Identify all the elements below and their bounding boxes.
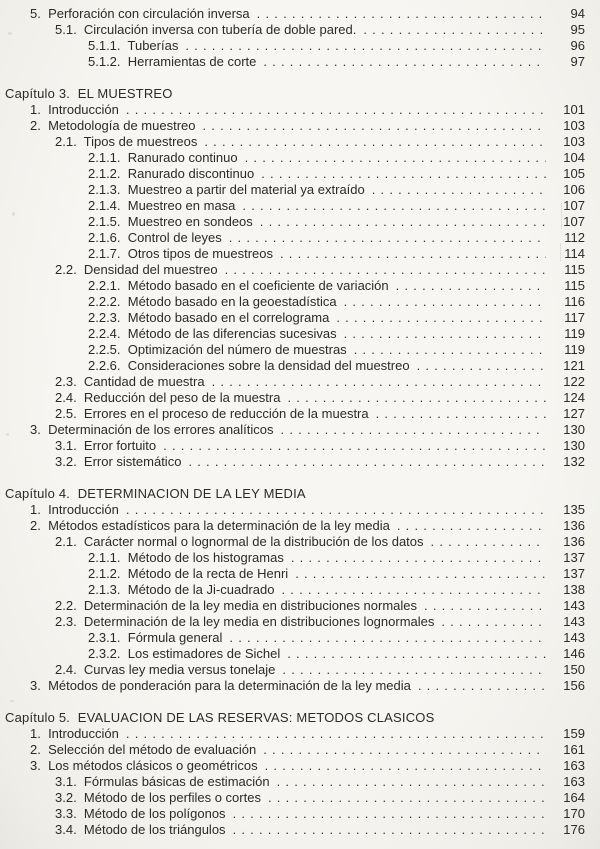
toc-entry-page: 107 [563,198,585,213]
toc-entry-label: 2.2.5. Optimización del número de muestras [88,342,347,357]
toc-entry-page: 163 [563,774,585,789]
toc-entry-label: 5. Perforación con circulación inversa [30,6,250,21]
toc-entry-page: 117 [564,310,585,325]
dot-leader [229,630,546,646]
dot-leader [245,150,546,166]
toc-entry-label: 2.4. Reducción del peso de la muestra [55,390,281,405]
dot-leader [344,326,546,342]
toc-entry [0,54,585,70]
toc-entry [0,262,585,278]
toc-entry [0,678,585,694]
dot-leader [417,358,546,374]
toc-entry-page: 94 [570,6,585,21]
toc-entry [0,278,585,294]
dot-leader [233,806,546,822]
dot-leader [204,134,546,150]
toc-entry-label: 2.2.2. Método basado en la geoestadística [88,294,337,309]
dot-leader [354,342,546,358]
dot-leader [260,214,546,230]
toc-entry-label: 2.2. Determinación de la ley media en distribuciones normales [55,598,418,613]
toc-entry-page: 115 [564,262,585,277]
toc-entry [0,502,585,518]
dot-leader [441,614,546,630]
toc-entry [0,422,585,438]
toc-entry-page: 143 [563,598,585,613]
toc-entry [0,822,585,838]
toc-entry-page: 136 [563,534,585,549]
chapter-heading: Capítulo 5. EVALUACION DE LAS RESERVAS: METODOS CLASICOS [5,710,435,725]
dot-leader [363,22,546,38]
toc-entry [0,534,585,550]
toc-entry-page: 137 [563,550,585,565]
toc-entry-label: 2.3. Determinación de la ley media en distribuciones lognormales [55,614,435,629]
toc-entry-page: 122 [563,374,585,389]
dot-leader [280,246,546,262]
toc-entry-label: 2.3.2. Los estimadores de Sichel [88,646,281,661]
dot-leader [163,438,546,454]
toc-entry-label: 2.1.6. Control de leyes [88,230,222,245]
toc-entry [0,390,585,406]
dot-leader [281,582,546,598]
toc-entry-label: 2.1.3. Muestreo a partir del material ya extraído [88,182,365,197]
dot-leader [185,38,546,54]
toc-entry [0,150,585,166]
toc-entry [0,406,585,422]
toc-entry [0,102,585,118]
toc-entry-label: 3. Los métodos clásicos o geométricos [30,758,258,773]
toc-entry [0,774,585,790]
toc-entry [0,38,585,54]
dot-leader [372,182,546,198]
dot-leader [265,758,546,774]
toc-entry [0,6,585,22]
dot-leader [344,294,546,310]
toc-entry-page: 163 [563,758,585,773]
toc-entry-label: 2.5. Errores en el proceso de reducción de la muestra [55,406,369,421]
toc-entry-page: 115 [564,278,585,293]
toc-entry-label: 2. Selección del método de evaluación [30,742,257,757]
dot-leader [263,742,546,758]
toc-entry [0,342,585,358]
dot-leader [287,646,546,662]
toc-entry [0,358,585,374]
toc-entry [0,758,585,774]
toc-entry-page: 119 [564,342,585,357]
toc-entry [0,454,585,470]
toc-entry-label: 3.3. Método de los polígonos [55,806,226,821]
toc-entry [0,646,585,662]
toc-section [0,6,585,70]
dot-leader [282,662,546,678]
toc-entry [0,806,585,822]
toc-entry-label: 3.1. Fórmulas básicas de estimación [55,774,270,789]
toc-entry-label: 2.1.1. Método de los histogramas [88,550,284,565]
dot-leader [418,678,546,694]
dot-leader [233,822,546,838]
toc-entry-page: 136 [563,518,585,533]
toc-entry-page: 135 [563,502,585,517]
toc-entry [0,166,585,182]
chapter-heading: Capítulo 3. EL MUESTREO [5,86,173,101]
toc-entry [0,566,585,582]
dot-leader [424,598,546,614]
toc-entry-page: 106 [563,182,585,197]
toc-entry-label: 2.4. Curvas ley media versus tonelaje [55,662,276,677]
toc-entry-label: 2.3. Cantidad de muestra [55,374,205,389]
toc-entry-page: 176 [563,822,585,837]
toc-entry [0,582,585,598]
toc-entry-page: 112 [564,230,585,245]
chapter-heading: Capítulo 4. DETERMINACION DE LA LEY MEDIA [5,486,306,501]
toc-entry [0,134,585,150]
dot-leader [257,6,546,22]
dot-leader [188,454,546,470]
toc-entry-page: 150 [563,662,585,677]
dot-leader [295,566,546,582]
dot-leader [397,518,546,534]
toc-entry-page: 146 [563,646,585,661]
dot-leader [225,262,546,278]
dot-leader [431,534,546,550]
toc-entry-page: 130 [563,422,585,437]
toc-entry-page: 103 [563,134,585,149]
toc-entry [0,614,585,630]
dot-leader [263,54,546,70]
toc-entry-page: 161 [563,742,585,757]
toc-entry-page: 143 [563,614,585,629]
toc-entry [0,22,585,38]
toc-entry [0,246,585,262]
toc-entry-page: 95 [570,22,585,37]
toc-entry [0,662,585,678]
toc-entry-label: 2.1.7. Otros tipos de muestreos [88,246,273,261]
toc-entry [0,326,585,342]
toc-entry-label: 5.1. Circulación inversa con tubería de doble pared. [55,22,357,37]
toc-entry [0,374,585,390]
toc-entry-label: 3. Determinación de los errores analíticos [30,422,274,437]
toc-entry-page: 116 [564,294,585,309]
toc-entry [0,598,585,614]
toc-entry-page: 170 [563,806,585,821]
toc-section [0,710,585,838]
toc-entry-page: 138 [563,582,585,597]
dot-leader [212,374,546,390]
toc-entry-page: 132 [563,454,585,469]
dot-leader [336,310,546,326]
toc-entry-label: 2.2. Densidad del muestreo [55,262,218,277]
toc-entry [0,214,585,230]
toc-entry [0,726,585,742]
toc-entry-page: 105 [563,166,585,181]
dot-leader [287,390,546,406]
toc-section [0,486,585,694]
toc-entry-page: 121 [563,358,585,373]
toc-entry-page: 124 [563,390,585,405]
toc-entry [0,790,585,806]
dot-leader [242,198,546,214]
toc-entry-label: 2.2.4. Método de las diferencias sucesivas [88,326,337,341]
toc-section [0,86,585,470]
toc-entry-page: 164 [563,790,585,805]
toc-entry-label: 2.2.3. Método basado en el correlograma [88,310,330,325]
toc-entry [0,550,585,566]
toc-entry-label: 2.1.3. Método de la Ji-cuadrado [88,582,275,597]
toc-entry-page: 159 [563,726,585,741]
toc-entry-label: 2.2.6. Consideraciones sobre la densidad del muestreo [88,358,410,373]
dot-leader [281,422,546,438]
toc-entry [0,438,585,454]
toc-entry-label: 3. Métodos de ponderación para la determinación de la ley media [30,678,411,693]
toc-entry-label: 2.1.5. Muestreo en sondeos [88,214,253,229]
toc-entry-label: 2.1. Carácter normal o lognormal de la distribución de los datos [55,534,424,549]
toc-entry-label: 1. Introducción [30,102,119,117]
dot-leader [126,102,546,118]
toc-entry [0,518,585,534]
toc-entry-label: 3.1. Error fortuito [55,438,157,453]
dot-leader [229,230,546,246]
toc-entry-page: 156 [563,678,585,693]
toc-entry-page: 104 [563,150,585,165]
toc-entry-label: 2.1. Tipos de muestreos [55,134,198,149]
toc-entry-page: 101 [563,102,585,117]
toc-entry [0,118,585,134]
toc-entry-label: 2.1.1. Ranurado continuo [88,150,238,165]
toc-entry-label: 3.2. Error sistemático [55,454,182,469]
toc-entry-page: 130 [563,438,585,453]
toc-entry-label: 2.1.2. Ranurado discontinuo [88,166,255,181]
toc-entry-page: 127 [563,406,585,421]
toc-entry [0,198,585,214]
dot-leader [261,166,546,182]
toc-entry-label: 3.4. Método de los triángulos [55,822,226,837]
dot-leader [376,406,546,422]
toc-entry-label: 5.1.2. Herramientas de corte [88,54,257,69]
toc-entry-label: 5.1.1. Tuberías [88,38,179,53]
dot-leader [291,550,546,566]
toc-entry-page: 143 [563,630,585,645]
dot-leader [268,790,546,806]
toc-entry [0,230,585,246]
toc-entry-page: 96 [570,38,585,53]
toc-entry-label: 2. Métodos estadísticos para la determinación de la ley media [30,518,390,533]
toc-entry-page: 119 [564,326,585,341]
toc-entry-label: 2. Metodología de muestreo [30,118,196,133]
dot-leader [396,278,546,294]
toc-entry-label: 2.1.4. Muestreo en masa [88,198,236,213]
toc-entry [0,294,585,310]
toc-entry-page: 114 [564,246,585,261]
toc-entry-label: 2.1.2. Método de la recta de Henri [88,566,289,581]
toc-entry [0,182,585,198]
toc-entry-label: 3.2. Método de los perfiles o cortes [55,790,261,805]
toc-entry [0,742,585,758]
dot-leader [277,774,546,790]
toc [0,6,585,838]
toc-entry-page: 103 [563,118,585,133]
toc-entry-label: 1. Introducción [30,726,119,741]
toc-entry-page: 137 [563,566,585,581]
dot-leader [126,502,546,518]
toc-entry-label: 1. Introducción [30,502,119,517]
toc-entry-page: 97 [570,54,585,69]
dot-leader [203,118,547,134]
dot-leader [126,726,546,742]
toc-entry-page: 107 [563,214,585,229]
toc-entry-label: 2.2.1. Método basado en el coeficiente de variación [88,278,389,293]
toc-entry [0,310,585,326]
toc-entry [0,630,585,646]
toc-entry-label: 2.3.1. Fórmula general [88,630,223,645]
